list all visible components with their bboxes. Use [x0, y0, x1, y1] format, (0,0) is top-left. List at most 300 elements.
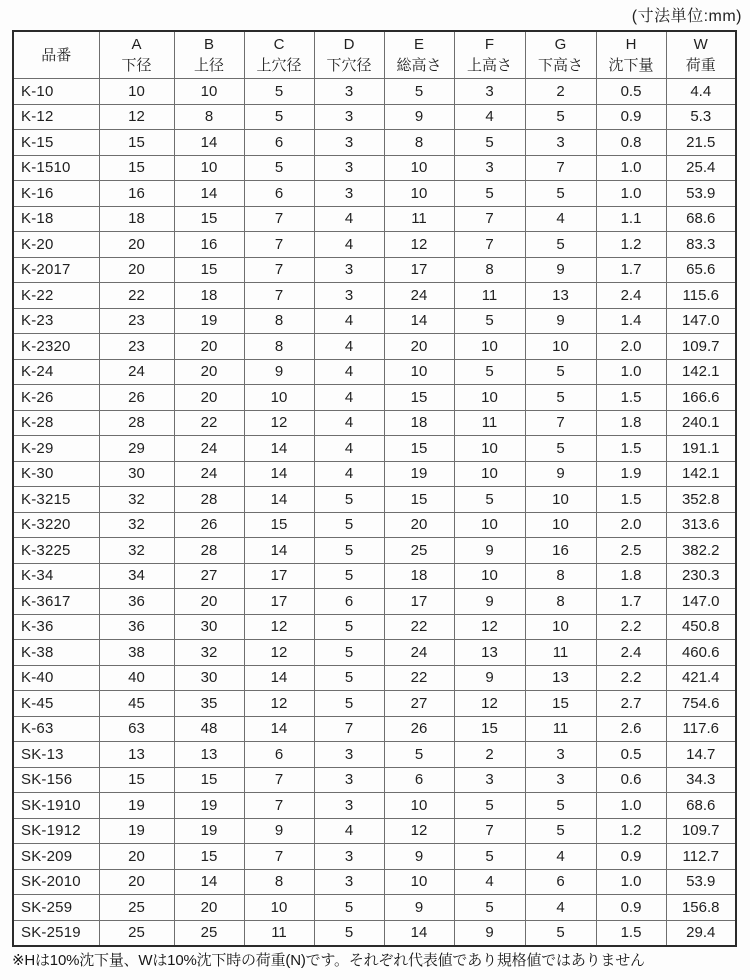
- value-cell: 4: [314, 818, 384, 844]
- table-header: [13, 31, 736, 79]
- value-cell: 25: [174, 920, 244, 946]
- value-cell: 12: [384, 232, 454, 258]
- value-cell: 30: [174, 665, 244, 691]
- value-cell: 20: [99, 869, 174, 895]
- value-cell: 30: [99, 461, 174, 487]
- header-col-f: [454, 31, 525, 79]
- value-cell: 5: [525, 181, 596, 207]
- part-number-cell: SK-13: [13, 742, 99, 768]
- part-number-cell: K-36: [13, 614, 99, 640]
- value-cell: 5: [314, 614, 384, 640]
- value-cell: 1.5: [596, 487, 666, 513]
- value-cell: 8: [525, 589, 596, 615]
- value-cell: 25: [99, 895, 174, 921]
- table-row: [13, 665, 736, 691]
- value-cell: 14: [174, 130, 244, 156]
- value-cell: 22: [99, 283, 174, 309]
- table-row: [13, 308, 736, 334]
- value-cell: 1.9: [596, 461, 666, 487]
- header-letter: F: [484, 36, 495, 53]
- part-number-cell: SK-259: [13, 895, 99, 921]
- value-cell: 8: [244, 308, 314, 334]
- value-cell: 5: [454, 895, 525, 921]
- value-cell: 754.6: [666, 691, 736, 717]
- value-cell: 3: [454, 79, 525, 105]
- value-cell: 14.7: [666, 742, 736, 768]
- value-cell: 3: [454, 767, 525, 793]
- value-cell: 19: [384, 461, 454, 487]
- value-cell: 20: [174, 895, 244, 921]
- value-cell: 12: [384, 818, 454, 844]
- value-cell: 166.6: [666, 385, 736, 411]
- value-cell: 15: [99, 767, 174, 793]
- value-cell: 15: [174, 257, 244, 283]
- value-cell: 22: [384, 665, 454, 691]
- part-number-cell: SK-1910: [13, 793, 99, 819]
- value-cell: 5: [454, 487, 525, 513]
- value-cell: 0.9: [596, 895, 666, 921]
- value-cell: 240.1: [666, 410, 736, 436]
- value-cell: 3: [314, 181, 384, 207]
- value-cell: 16: [525, 538, 596, 564]
- value-cell: 11: [525, 716, 596, 742]
- value-cell: 19: [99, 793, 174, 819]
- value-cell: 5: [314, 665, 384, 691]
- header-label: 荷重: [685, 57, 716, 74]
- value-cell: 17: [384, 257, 454, 283]
- value-cell: 4: [525, 895, 596, 921]
- value-cell: 10: [525, 512, 596, 538]
- value-cell: 4: [525, 844, 596, 870]
- value-cell: 21.5: [666, 130, 736, 156]
- value-cell: 10: [454, 436, 525, 462]
- part-number-cell: SK-2010: [13, 869, 99, 895]
- value-cell: 1.0: [596, 155, 666, 181]
- value-cell: 6: [244, 742, 314, 768]
- value-cell: 10: [384, 869, 454, 895]
- value-cell: 10: [454, 461, 525, 487]
- spec-table-body: [13, 79, 736, 946]
- header-letter: G: [554, 36, 567, 53]
- header-col-d: [314, 31, 384, 79]
- value-cell: 3: [314, 155, 384, 181]
- value-cell: 4: [314, 410, 384, 436]
- value-cell: 5: [244, 79, 314, 105]
- value-cell: 1.4: [596, 308, 666, 334]
- table-row: [13, 232, 736, 258]
- table-row: [13, 512, 736, 538]
- value-cell: 23: [99, 334, 174, 360]
- value-cell: 2.0: [596, 512, 666, 538]
- value-cell: 11: [454, 283, 525, 309]
- value-cell: 17: [384, 589, 454, 615]
- part-number-cell: K-2017: [13, 257, 99, 283]
- value-cell: 16: [174, 232, 244, 258]
- value-cell: 10: [525, 614, 596, 640]
- part-number-cell: K-22: [13, 283, 99, 309]
- value-cell: 14: [244, 436, 314, 462]
- value-cell: 3: [314, 130, 384, 156]
- value-cell: 5: [454, 130, 525, 156]
- value-cell: 34.3: [666, 767, 736, 793]
- value-cell: 1.7: [596, 257, 666, 283]
- value-cell: 32: [99, 512, 174, 538]
- value-cell: 2.6: [596, 716, 666, 742]
- value-cell: 230.3: [666, 563, 736, 589]
- value-cell: 12: [244, 614, 314, 640]
- table-row: [13, 589, 736, 615]
- value-cell: 5: [314, 895, 384, 921]
- value-cell: 1.5: [596, 436, 666, 462]
- value-cell: 13: [525, 665, 596, 691]
- part-number-cell: K-40: [13, 665, 99, 691]
- value-cell: 32: [99, 487, 174, 513]
- value-cell: 5: [525, 385, 596, 411]
- value-cell: 10: [384, 181, 454, 207]
- value-cell: 28: [174, 487, 244, 513]
- header-label: 上穴径: [256, 57, 302, 74]
- value-cell: 27: [384, 691, 454, 717]
- value-cell: 11: [384, 206, 454, 232]
- value-cell: 115.6: [666, 283, 736, 309]
- value-cell: 19: [174, 818, 244, 844]
- table-row: [13, 461, 736, 487]
- part-number-cell: K-30: [13, 461, 99, 487]
- value-cell: 5: [314, 487, 384, 513]
- value-cell: 13: [454, 640, 525, 666]
- value-cell: 4: [314, 461, 384, 487]
- value-cell: 20: [174, 589, 244, 615]
- part-number-cell: SK-156: [13, 767, 99, 793]
- value-cell: 5: [525, 818, 596, 844]
- value-cell: 14: [244, 716, 314, 742]
- value-cell: 12: [99, 104, 174, 130]
- value-cell: 68.6: [666, 793, 736, 819]
- table-row: [13, 793, 736, 819]
- value-cell: 63: [99, 716, 174, 742]
- value-cell: 36: [99, 589, 174, 615]
- value-cell: 2.4: [596, 283, 666, 309]
- footnote: ※Hは10%沈下量、Wは10%沈下時の荷重(N)です。それぞれ代表値であり規格値ではありません: [12, 952, 645, 969]
- value-cell: 1.5: [596, 920, 666, 946]
- header-part-number: 品番: [13, 31, 99, 79]
- value-cell: 19: [99, 818, 174, 844]
- value-cell: 5: [314, 538, 384, 564]
- part-number-cell: K-20: [13, 232, 99, 258]
- value-cell: 4: [314, 436, 384, 462]
- value-cell: 5: [454, 793, 525, 819]
- value-cell: 32: [174, 640, 244, 666]
- value-cell: 112.7: [666, 844, 736, 870]
- value-cell: 4: [314, 359, 384, 385]
- part-number-cell: SK-2519: [13, 920, 99, 946]
- value-cell: 4.4: [666, 79, 736, 105]
- value-cell: 28: [174, 538, 244, 564]
- value-cell: 4: [314, 385, 384, 411]
- value-cell: 53.9: [666, 869, 736, 895]
- value-cell: 12: [244, 410, 314, 436]
- value-cell: 0.6: [596, 767, 666, 793]
- table-row: [13, 920, 736, 946]
- value-cell: 10: [525, 487, 596, 513]
- value-cell: 6: [525, 869, 596, 895]
- table-row: [13, 436, 736, 462]
- value-cell: 14: [384, 308, 454, 334]
- table-row: [13, 691, 736, 717]
- table-row: [13, 844, 736, 870]
- value-cell: 10: [454, 563, 525, 589]
- value-cell: 156.8: [666, 895, 736, 921]
- value-cell: 15: [525, 691, 596, 717]
- value-cell: 15: [174, 767, 244, 793]
- value-cell: 5: [525, 104, 596, 130]
- part-number-cell: K-34: [13, 563, 99, 589]
- value-cell: 15: [454, 716, 525, 742]
- header-col-h: [596, 31, 666, 79]
- value-cell: 28: [99, 410, 174, 436]
- value-cell: 23: [99, 308, 174, 334]
- value-cell: 29.4: [666, 920, 736, 946]
- table-row: [13, 563, 736, 589]
- part-number-cell: SK-209: [13, 844, 99, 870]
- value-cell: 4: [314, 206, 384, 232]
- part-number-cell: K-18: [13, 206, 99, 232]
- value-cell: 34: [99, 563, 174, 589]
- value-cell: 5.3: [666, 104, 736, 130]
- value-cell: 10: [99, 79, 174, 105]
- value-cell: 3: [314, 283, 384, 309]
- value-cell: 2: [525, 79, 596, 105]
- header-label: 上高さ: [466, 57, 512, 74]
- value-cell: 5: [454, 359, 525, 385]
- value-cell: 10: [454, 385, 525, 411]
- value-cell: 4: [454, 104, 525, 130]
- header-letter: A: [131, 36, 142, 53]
- value-cell: 5: [525, 232, 596, 258]
- value-cell: 1.0: [596, 181, 666, 207]
- value-cell: 3: [525, 742, 596, 768]
- value-cell: 3: [314, 104, 384, 130]
- value-cell: 10: [174, 155, 244, 181]
- value-cell: 5: [314, 691, 384, 717]
- value-cell: 5: [454, 181, 525, 207]
- value-cell: 5: [244, 155, 314, 181]
- value-cell: 15: [174, 206, 244, 232]
- value-cell: 12: [244, 640, 314, 666]
- part-number-cell: K-23: [13, 308, 99, 334]
- value-cell: 30: [174, 614, 244, 640]
- header-label: 下径: [121, 57, 152, 74]
- value-cell: 6: [244, 130, 314, 156]
- part-number-cell: K-15: [13, 130, 99, 156]
- part-number-cell: K-38: [13, 640, 99, 666]
- part-number-cell: K-63: [13, 716, 99, 742]
- value-cell: 26: [99, 385, 174, 411]
- value-cell: 8: [244, 334, 314, 360]
- value-cell: 147.0: [666, 308, 736, 334]
- value-cell: 109.7: [666, 334, 736, 360]
- value-cell: 10: [384, 793, 454, 819]
- part-number-cell: K-16: [13, 181, 99, 207]
- value-cell: 8: [454, 257, 525, 283]
- value-cell: 24: [99, 359, 174, 385]
- value-cell: 3: [314, 742, 384, 768]
- value-cell: 8: [525, 563, 596, 589]
- value-cell: 5: [314, 512, 384, 538]
- value-cell: 1.5: [596, 385, 666, 411]
- value-cell: 0.5: [596, 79, 666, 105]
- value-cell: 10: [525, 334, 596, 360]
- value-cell: 65.6: [666, 257, 736, 283]
- header-label: 上径: [193, 57, 224, 74]
- value-cell: 0.9: [596, 844, 666, 870]
- table-row: [13, 869, 736, 895]
- value-cell: 7: [454, 818, 525, 844]
- header-letter: H: [625, 36, 637, 53]
- header-label: 総高さ: [396, 57, 442, 74]
- value-cell: 382.2: [666, 538, 736, 564]
- value-cell: 4: [314, 334, 384, 360]
- value-cell: 1.0: [596, 359, 666, 385]
- value-cell: 142.1: [666, 461, 736, 487]
- table-row: [13, 818, 736, 844]
- value-cell: 20: [99, 257, 174, 283]
- value-cell: 6: [244, 181, 314, 207]
- value-cell: 3: [314, 844, 384, 870]
- value-cell: 15: [384, 487, 454, 513]
- value-cell: 17: [244, 589, 314, 615]
- value-cell: 4: [454, 869, 525, 895]
- value-cell: 14: [244, 538, 314, 564]
- value-cell: 9: [384, 844, 454, 870]
- value-cell: 1.8: [596, 410, 666, 436]
- value-cell: 24: [384, 283, 454, 309]
- part-number-cell: K-3220: [13, 512, 99, 538]
- value-cell: 14: [384, 920, 454, 946]
- value-cell: 191.1: [666, 436, 736, 462]
- value-cell: 6: [314, 589, 384, 615]
- value-cell: 20: [99, 232, 174, 258]
- value-cell: 5: [525, 920, 596, 946]
- value-cell: 9: [525, 257, 596, 283]
- value-cell: 26: [174, 512, 244, 538]
- table-row: [13, 206, 736, 232]
- header-col-g: [525, 31, 596, 79]
- value-cell: 20: [384, 512, 454, 538]
- value-cell: 352.8: [666, 487, 736, 513]
- value-cell: 3: [314, 869, 384, 895]
- value-cell: 7: [244, 257, 314, 283]
- part-number-cell: K-24: [13, 359, 99, 385]
- value-cell: 421.4: [666, 665, 736, 691]
- part-number-cell: K-12: [13, 104, 99, 130]
- value-cell: 15: [384, 385, 454, 411]
- value-cell: 10: [384, 359, 454, 385]
- table-row: [13, 79, 736, 105]
- value-cell: 10: [384, 155, 454, 181]
- value-cell: 5: [525, 359, 596, 385]
- value-cell: 18: [99, 206, 174, 232]
- value-cell: 38: [99, 640, 174, 666]
- value-cell: 460.6: [666, 640, 736, 666]
- part-number-cell: K-2320: [13, 334, 99, 360]
- table-row: [13, 130, 736, 156]
- value-cell: 48: [174, 716, 244, 742]
- table-row: [13, 767, 736, 793]
- value-cell: 26: [384, 716, 454, 742]
- value-cell: 0.8: [596, 130, 666, 156]
- value-cell: 7: [244, 232, 314, 258]
- value-cell: 2.2: [596, 614, 666, 640]
- value-cell: 3: [525, 130, 596, 156]
- value-cell: 5: [384, 79, 454, 105]
- value-cell: 4: [314, 232, 384, 258]
- table-row: [13, 487, 736, 513]
- value-cell: 83.3: [666, 232, 736, 258]
- value-cell: 0.5: [596, 742, 666, 768]
- value-cell: 9: [384, 104, 454, 130]
- value-cell: 7: [525, 410, 596, 436]
- value-cell: 9: [525, 308, 596, 334]
- table-row: [13, 614, 736, 640]
- part-number-cell: SK-1912: [13, 818, 99, 844]
- header-letter: C: [273, 36, 285, 53]
- header-col-b: [174, 31, 244, 79]
- value-cell: 32: [99, 538, 174, 564]
- value-cell: 24: [384, 640, 454, 666]
- value-cell: 22: [384, 614, 454, 640]
- value-cell: 5: [314, 920, 384, 946]
- value-cell: 15: [244, 512, 314, 538]
- header-label: 下高さ: [537, 57, 583, 74]
- table-row: [13, 716, 736, 742]
- spec-table: [12, 30, 737, 947]
- value-cell: 10: [244, 895, 314, 921]
- value-cell: 3: [454, 155, 525, 181]
- value-cell: 12: [454, 614, 525, 640]
- value-cell: 5: [244, 104, 314, 130]
- part-number-cell: K-29: [13, 436, 99, 462]
- part-number-cell: K-3215: [13, 487, 99, 513]
- table-row: [13, 283, 736, 309]
- value-cell: 19: [174, 308, 244, 334]
- table-row: [13, 895, 736, 921]
- value-cell: 4: [314, 308, 384, 334]
- value-cell: 29: [99, 436, 174, 462]
- value-cell: 13: [99, 742, 174, 768]
- header-row: [13, 31, 736, 79]
- value-cell: 9: [454, 665, 525, 691]
- value-cell: 5: [384, 742, 454, 768]
- value-cell: 1.8: [596, 563, 666, 589]
- value-cell: 45: [99, 691, 174, 717]
- value-cell: 2: [454, 742, 525, 768]
- header-letter: E: [413, 36, 424, 53]
- value-cell: 22: [174, 410, 244, 436]
- value-cell: 11: [525, 640, 596, 666]
- value-cell: 8: [244, 869, 314, 895]
- value-cell: 10: [244, 385, 314, 411]
- value-cell: 14: [174, 869, 244, 895]
- value-cell: 8: [384, 130, 454, 156]
- value-cell: 10: [174, 79, 244, 105]
- header-letter: D: [343, 36, 355, 53]
- value-cell: 36: [99, 614, 174, 640]
- value-cell: 24: [174, 436, 244, 462]
- table-row: [13, 410, 736, 436]
- part-number-cell: K-1510: [13, 155, 99, 181]
- value-cell: 9: [454, 589, 525, 615]
